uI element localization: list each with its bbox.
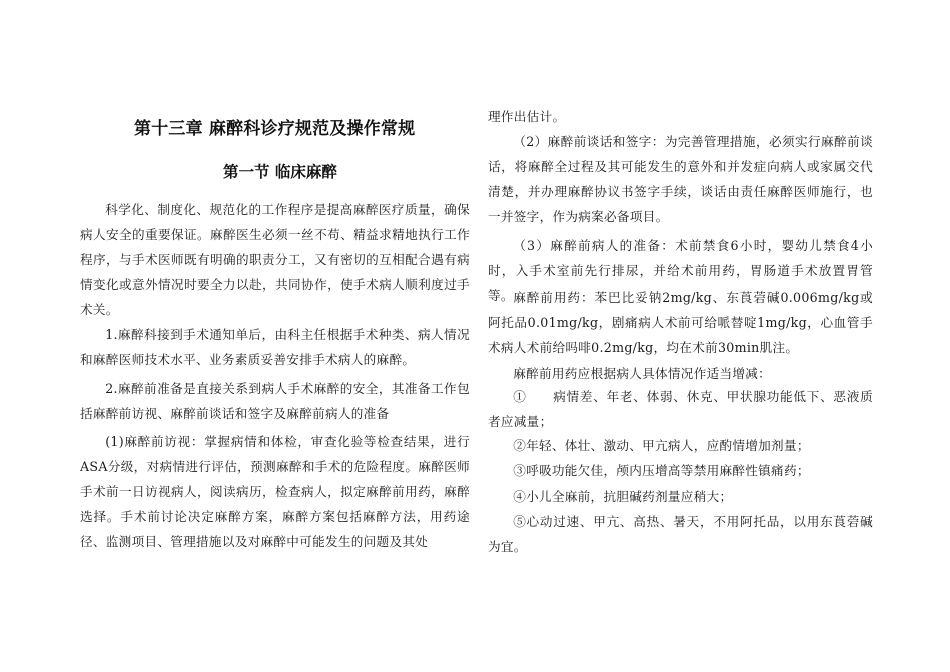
paragraph-premedication: 麻醉前用药：苯巴比妥钠2mg/kg、东莨菪碱0.006mg/kg或阿托品0.01mg/kg，剧痛病人术前可给哌替啶1mg/kg，心血管手术病人术前给吗啡0.2mg/kg，均在术前30min肌注。 xyxy=(488,290,873,355)
list-item-2: ②年轻、体壮、激动、甲亢病人，应酌情增加剂量； xyxy=(513,438,810,453)
paragraph-2: 2.麻醉前准备是直接关系到病人手术麻醉的安全，其准备工作包括麻醉前访视、麻醉前谈话和签字及麻醉前病人的准备 xyxy=(80,381,470,421)
section-title: 第一节 临床麻醉 xyxy=(223,163,337,181)
list-item-1: ① 病情差、年老、体弱、休克、甲状腺功能低下、恶液质者应减量； xyxy=(488,389,873,429)
intro-paragraph: 科学化、制度化、规范化的工作程序是提高麻醉医疗质量，确保病人安全的重要保证。麻醉医生必须一丝不苟、精益求精地执行工作程序，与手术医师既有明确的职责分工，又有密切的互相配合遇有病情变化或意外情况时要全力以赴，共同协作，使手术病人顺利度过手术关。 xyxy=(80,202,470,317)
list-item-4: ④小儿全麻前，抗胆碱药剂量应稍大； xyxy=(513,489,733,504)
paragraph-consent: （2）麻醉前谈话和签字：为完善管理措施，必须实行麻醉前谈话，将麻醉全过程及其可能发生的意外和并发症向病人或家属交代清楚，并办理麻醉协议书签字手续，谈话由责任麻醉医师施行，也一并签字，作为病案必备项目。 xyxy=(488,134,873,224)
paragraph-patient-prep: （3）麻醉前病人的准备：术前禁食6小时，婴幼儿禁食4小时，入手术室前先行排尿，并给术前用药，胃肠道手术放置胃管等。 xyxy=(488,238,873,303)
continued-text: 理作出估计。 xyxy=(488,109,566,124)
chapter-title: 第十三章 麻醉科诊疗规范及操作常规 xyxy=(134,119,416,139)
paragraph-preop-visit: (1)麻醉前访视：掌握病情和体检，审查化验等检查结果，进行ASA分级，对病情进行评估，预测麻醉和手术的危险程度。麻醉医师手术前一日访视病人，阅读病历，检查病人，拟定麻醉前用药，麻醉选择。手术前讨论决定麻醉方案，麻醉方案包括麻醉方法，用药途径、监测项目、管理措施以及对麻醉中可能发生的问题及其处 xyxy=(80,434,470,549)
list-item-5: ⑤心动过速、甲亢、高热、暑天，不用阿托品，以用东莨菪碱为宜。 xyxy=(488,514,873,554)
paragraph-1: 1.麻醉科接到手术通知单后，由科主任根据手术种类、病人情况和麻醉医师技术水平、业务素质妥善安排手术病人的麻醉。 xyxy=(80,327,470,367)
paragraph-adjust-intro: 麻醉前用药应根据病人具体情况作适当增减： xyxy=(513,366,772,381)
list-item-3: ③呼吸功能欠佳，颅内压增高等禁用麻醉性镇痛药； xyxy=(513,463,810,478)
